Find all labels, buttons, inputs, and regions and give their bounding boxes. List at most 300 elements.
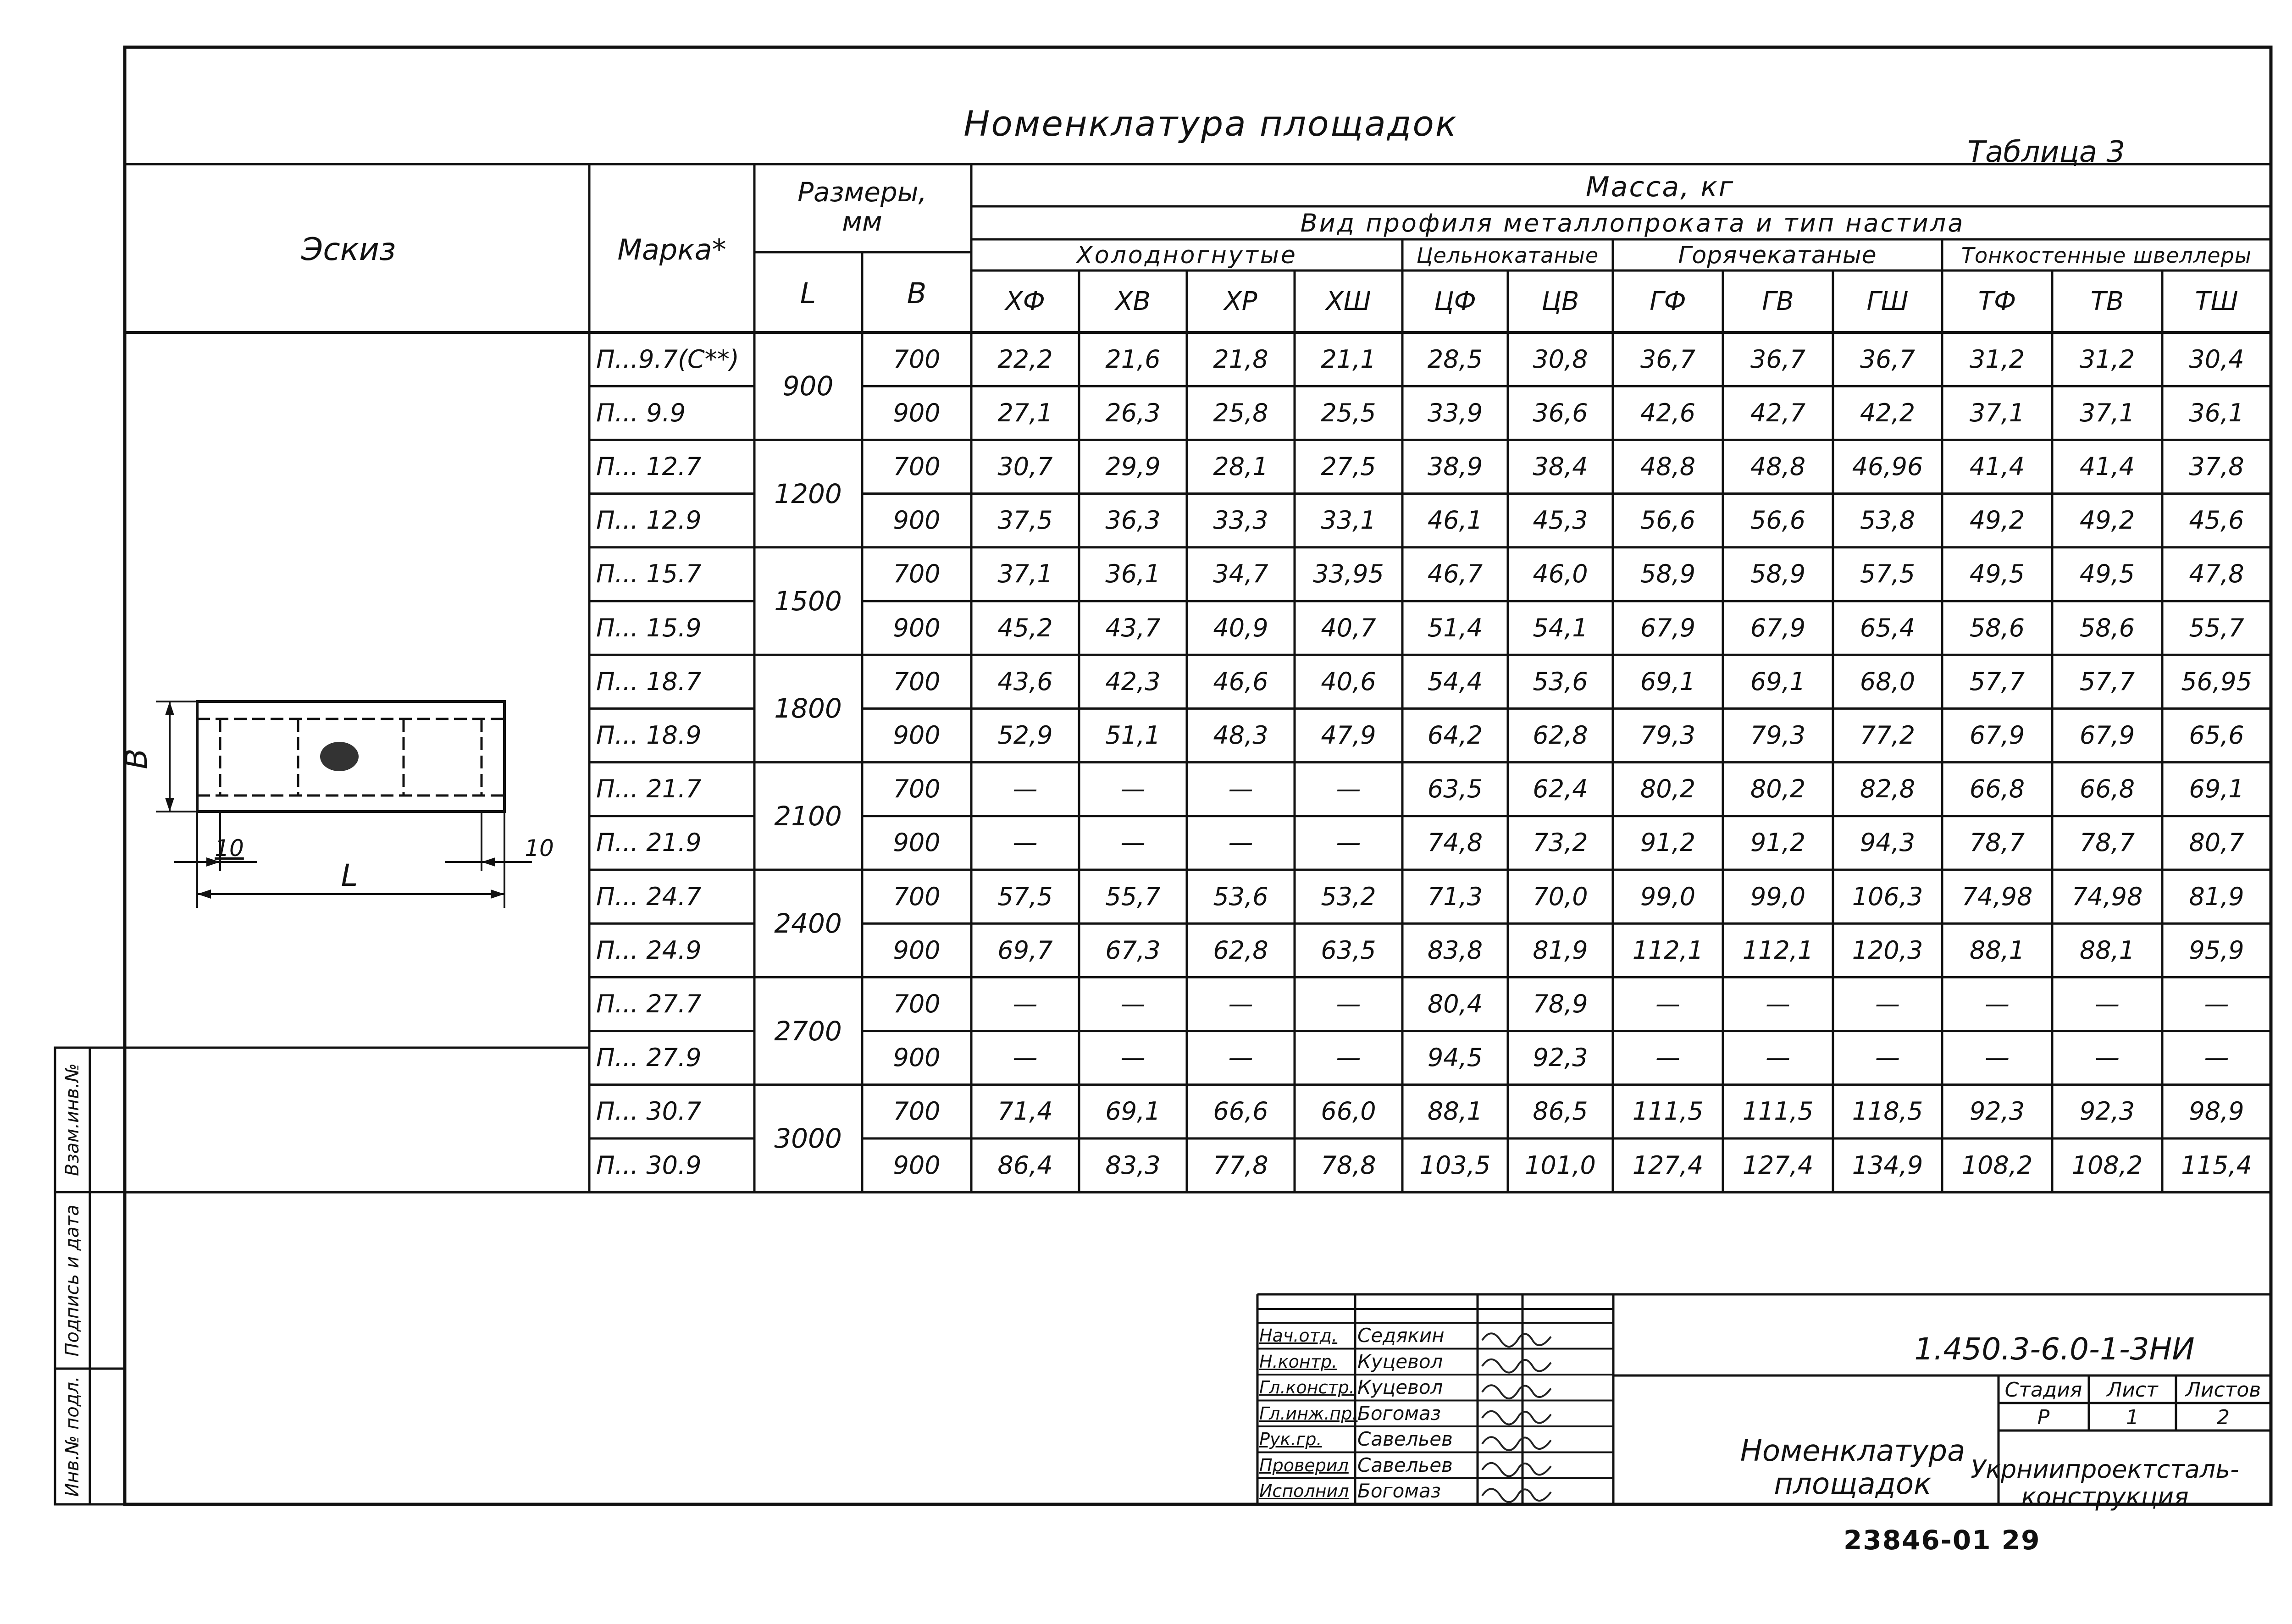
table-cell-mass: 54,1 [1533,613,1588,642]
table-cell-mass: — [2204,989,2229,1018]
table-row-length: 2400 [774,908,842,939]
table-cell-mass: 56,6 [1750,506,1806,535]
table-cell-mass: 103,5 [1419,1150,1491,1180]
table-cell-mass: 111,5 [1632,1097,1704,1126]
table-row-length: 1800 [774,693,842,724]
signer-role: Рук.гр. [1259,1429,1322,1450]
table-cell-mass: 36,1 [2189,398,2244,427]
table-row-width: 700 [893,1097,941,1126]
table-cell-mass: 27,5 [1321,452,1376,481]
table-row-mark: П...9.7(С**) [596,344,739,374]
dimension-arrow [165,702,174,715]
table-cell-mass: — [1228,1043,1253,1072]
table-cell-mass: 36,6 [1533,398,1588,427]
sketch-hatch-mark [320,742,359,771]
table-cell-mass: 48,8 [1750,452,1806,481]
dimension-arrow [165,798,174,812]
table-row-width: 700 [893,559,941,589]
table-row-width: 700 [893,344,941,374]
table-cell-mass: 31,2 [2079,344,2135,374]
table-cell-mass: 92,3 [1969,1097,2025,1126]
table-cell-mass: — [1013,828,1038,857]
table-cell-mass: 30,8 [1533,344,1588,374]
table-cell-mass: 47,9 [1321,721,1376,750]
side-strip-label: Подпись и дата [62,1204,83,1357]
header-dimensions: Размеры, мм [797,177,927,237]
table-cell-mass: 40,6 [1321,667,1376,696]
table-row-length: 1500 [774,586,842,617]
table-cell-mass: 77,8 [1213,1150,1268,1180]
sheet-label: Лист [2107,1378,2158,1402]
table-cell-mass: 66,8 [1969,774,2025,804]
table-cell-mass: 66,6 [1213,1097,1268,1126]
table-row-width: 700 [893,774,941,804]
table-row-length: 1200 [774,478,842,509]
table-cell-mass: 42,2 [1860,398,1916,427]
table-cell-mass: 38,9 [1427,452,1483,481]
dimension-arrow [491,889,504,899]
table-row-mark: П... 15.7 [596,559,702,589]
table-cell-mass: 88,1 [1427,1097,1483,1126]
table-cell-mass: 58,6 [1969,613,2025,642]
table-cell-mass: — [2204,1043,2229,1072]
table-row-mark: П... 21.9 [596,828,702,857]
table-cell-mass: 78,9 [1533,989,1588,1018]
table-cell-mass: 56,6 [1640,506,1696,535]
table-cell-mass: 57,7 [2079,667,2135,696]
sheet-value: 1 [2126,1406,2139,1429]
table-row-mark: П... 21.7 [596,774,702,804]
side-strip-label: Взам.инв.№ [62,1063,83,1177]
table-cell-mass: 21,6 [1105,344,1161,374]
stage-value: Р [2037,1406,2050,1429]
header-dim-B: B [907,276,927,310]
table-row-length: 3000 [774,1123,842,1154]
table-cell-mass: 108,2 [1961,1150,2033,1180]
table-cell-mass: 46,96 [1852,452,1923,481]
table-cell-mass: 62,8 [1213,935,1268,965]
table-cell-mass: 79,3 [1750,721,1806,750]
table-cell-mass: 67,9 [1750,613,1806,642]
table-cell-mass: 37,1 [2079,398,2135,427]
table-cell-mass: 46,6 [1213,667,1268,696]
table-cell-mass: 81,9 [2189,882,2244,911]
table-row-length: 2100 [774,800,842,832]
table-cell-mass: 49,5 [1969,559,2025,589]
sketch-offset-right: 10 [525,835,554,862]
table-row-mark: П... 30.9 [596,1150,702,1180]
table-row-mark: П... 27.9 [596,1043,702,1072]
table-cell-mass: — [1766,989,1790,1018]
signature-scribble [1482,1437,1551,1450]
table-cell-mass: 25,8 [1213,398,1268,427]
table-cell-mass: 83,8 [1427,935,1483,965]
table-cell-mass: 80,4 [1427,989,1483,1018]
table-cell-mass: 120,3 [1852,935,1923,965]
table-cell-mass: 46,7 [1427,559,1483,589]
table-cell-mass: 83,3 [1105,1150,1161,1180]
table-cell-mass: — [1336,989,1361,1018]
table-row-mark: П... 12.7 [596,452,702,481]
table-cell-mass: 38,4 [1533,452,1588,481]
table-row-mark: П... 9.9 [596,398,686,427]
dimension-arrow [482,857,495,867]
table-cell-mass: 55,7 [2189,613,2244,642]
table-cell-mass: 33,1 [1321,506,1376,535]
table-cell-mass: — [1985,989,2010,1018]
table-cell-mass: 70,0 [1533,882,1588,911]
table-cell-mass: 78,8 [1321,1150,1376,1180]
table-cell-mass: 48,8 [1640,452,1696,481]
sketch-offset-left: 10 [215,835,244,862]
table-cell-mass: 43,7 [1105,613,1161,642]
table-cell-mass: 66,8 [2079,774,2135,804]
table-cell-mass: 108,2 [2071,1150,2143,1180]
table-cell-mass: 36,7 [1860,344,1916,374]
table-cell-mass: 86,4 [997,1150,1053,1180]
signer-role: Проверил [1259,1455,1349,1475]
group-header: Холодногнутые [1076,242,1297,269]
table-row-mark: П... 15.9 [596,613,702,642]
stage-label: Стадия [2004,1378,2082,1402]
table-cell-mass: 22,2 [997,344,1053,374]
table-cell-mass: 37,5 [997,506,1053,535]
table-cell-mass: 36,7 [1640,344,1696,374]
table-cell-mass: 80,2 [1640,774,1696,804]
sketch-label-B: B [119,748,154,769]
group-header: Тонкостенные швеллеры [1961,243,2252,268]
table-cell-mass: 58,9 [1640,559,1696,589]
table-row-length: 2700 [774,1015,842,1047]
table-cell-mass: 112,1 [1742,935,1814,965]
table-cell-mass: 29,9 [1105,452,1161,481]
table-cell-mass: 77,2 [1860,721,1916,750]
signer-name: Богомаз [1357,1402,1441,1425]
table-cell-mass: 94,3 [1860,828,1916,857]
table-cell-mass: 81,9 [1533,935,1588,965]
table-cell-mass: 71,4 [997,1097,1053,1126]
signer-name: Куцевол [1357,1376,1443,1399]
table-cell-mass: 62,4 [1533,774,1588,804]
main-title: Номенклатура площадок [963,103,1458,144]
header-mass: Масса, кг [1585,171,1735,203]
sheets-label: Листов [2185,1378,2261,1402]
block-title: Номенклатура площадок [1740,1434,1965,1501]
table-cell-mass: 57,7 [1969,667,2025,696]
header-mark: Марка* [617,233,726,266]
table-cell-mass: 46,0 [1533,559,1588,589]
signer-role: Гл.инж.пр. [1259,1403,1358,1424]
table-cell-mass: — [2095,1043,2120,1072]
table-cell-mass: 28,1 [1213,452,1268,481]
table-cell-mass: 73,2 [1533,828,1588,857]
signature-scribble [1482,1359,1551,1373]
table-cell-mass: 33,3 [1213,506,1268,535]
table-cell-mass: 55,7 [1105,882,1161,911]
sketch-label-L: L [341,858,358,893]
table-cell-mass: 58,9 [1750,559,1806,589]
table-cell-mass: 40,7 [1321,613,1376,642]
table-cell-mass: 64,2 [1427,721,1483,750]
dimension-arrow [197,889,211,899]
table-cell-mass: 67,9 [2079,721,2135,750]
table-cell-mass: 53,8 [1860,506,1916,535]
table-row-width: 900 [893,935,941,965]
table-row-length: 900 [782,370,834,402]
table-cell-mass: 25,5 [1321,398,1376,427]
header-dim-L: L [800,276,816,310]
table-cell-mass: — [1120,774,1146,804]
subcolumn-header: ГВ [1762,287,1794,316]
table-cell-mass: 36,1 [1105,559,1161,589]
table-cell-mass: 74,8 [1427,828,1483,857]
table-cell-mass: — [2095,989,2120,1018]
table-cell-mass: 99,0 [1640,882,1696,911]
table-row-mark: П... 24.9 [596,935,702,965]
table-row-width: 900 [893,1150,941,1180]
table-cell-mass: 53,6 [1213,882,1268,911]
org-name: Укрниипроектсталь-конструкция [1971,1455,2239,1512]
table-cell-mass: 42,3 [1105,667,1161,696]
table-cell-mass: 94,5 [1427,1043,1483,1072]
table-cell-mass: 92,3 [1533,1043,1588,1072]
table-cell-mass: — [1336,774,1361,804]
table-cell-mass: 74,98 [1961,882,2033,911]
signature-scribble [1482,1411,1551,1425]
table-cell-mass: 37,8 [2189,452,2244,481]
signature-scribble [1482,1385,1551,1398]
table-cell-mass: 67,9 [1969,721,2025,750]
table-cell-mass: — [1228,774,1253,804]
table-cell-mass: 88,1 [2079,935,2135,965]
table-cell-mass: 134,9 [1852,1150,1923,1180]
subcolumn-header: ГШ [1866,287,1909,316]
signer-name: Куцевол [1357,1350,1443,1373]
table-row-width: 900 [893,1043,941,1072]
table-cell-mass: 41,4 [1969,452,2025,481]
table-cell-mass: 26,3 [1105,398,1161,427]
table-cell-mass: 36,7 [1750,344,1806,374]
table-cell-mass: 34,7 [1213,559,1268,589]
table-row-width: 700 [893,989,941,1018]
table-cell-mass: 79,3 [1640,721,1696,750]
table-cell-mass: 69,1 [1640,667,1696,696]
table-cell-mass: 91,2 [1640,828,1696,857]
doc-code: 1.450.3-6.0-1-3НИ [1914,1331,2195,1367]
table-cell-mass: — [1228,989,1253,1018]
table-cell-mass: 115,4 [2181,1150,2252,1180]
table-cell-mass: 49,2 [1969,506,2025,535]
table-cell-mass: 71,3 [1427,882,1483,911]
header-profile-type: Вид профиля металлопроката и тип настила [1300,209,1965,238]
table-row-width: 700 [893,667,941,696]
signer-name: Савельев [1357,1453,1453,1476]
table-cell-mass: — [1120,1043,1146,1072]
table-cell-mass: 45,3 [1533,506,1588,535]
header-sketch: Эскиз [301,232,396,268]
group-header: Цельнокатаные [1416,243,1599,268]
table-cell-mass: 78,7 [2079,828,2135,857]
subcolumn-header: ТВ [2090,287,2124,316]
table-cell-mass: 21,1 [1321,344,1376,374]
table-cell-mass: 68,0 [1860,667,1916,696]
table-cell-mass: 66,0 [1321,1097,1376,1126]
table-cell-mass: 36,3 [1105,506,1161,535]
subcolumn-header: ГФ [1650,287,1686,316]
table-cell-mass: 58,6 [2079,613,2135,642]
table-cell-mass: — [1013,989,1038,1018]
table-cell-mass: 111,5 [1742,1097,1814,1126]
table-cell-mass: 45,6 [2189,506,2244,535]
signer-role: Гл.констр. [1259,1377,1355,1398]
sheets-value: 2 [2217,1406,2230,1429]
table-cell-mass: 127,4 [1742,1150,1814,1180]
table-cell-mass: — [1655,989,1680,1018]
table-cell-mass: 31,2 [1969,344,2025,374]
subcolumn-header: ХВ [1115,287,1151,316]
table-cell-mass: 33,9 [1427,398,1483,427]
table-cell-mass: 30,7 [997,452,1053,481]
table-cell-mass: 95,9 [2189,935,2244,965]
table-cell-mass: 78,7 [1969,828,2025,857]
table-cell-mass: 27,1 [997,398,1053,427]
table-cell-mass: 91,2 [1750,828,1806,857]
signature-scribble [1482,1463,1551,1476]
archive-number: 23846-01 29 [1844,1525,2041,1556]
table-cell-mass: 37,1 [997,559,1053,589]
table-cell-mass: 28,5 [1427,344,1483,374]
table-cell-mass: — [1013,1043,1038,1072]
table-row-width: 900 [893,613,941,642]
table-cell-mass: 127,4 [1632,1150,1704,1180]
table-row-mark: П... 12.9 [596,506,702,535]
table-cell-mass: 30,4 [2189,344,2244,374]
table-cell-mass: 42,7 [1750,398,1806,427]
table-cell-mass: 43,6 [997,667,1053,696]
signer-name: Савельев [1357,1428,1453,1451]
table-cell-mass: 57,5 [1860,559,1916,589]
table-cell-mass: — [1875,989,1900,1018]
signer-role: Нач.отд. [1259,1326,1338,1346]
table-row-width: 900 [893,506,941,535]
table-cell-mass: — [1336,828,1361,857]
table-cell-mass: 63,5 [1427,774,1483,804]
table-cell-mass: 45,2 [997,613,1053,642]
table-cell-mass: 21,8 [1213,344,1268,374]
table-cell-mass: — [1228,828,1253,857]
table-cell-mass: 52,9 [997,721,1053,750]
table-cell-mass: 106,3 [1852,882,1923,911]
table-row-mark: П... 18.9 [596,721,702,750]
table-cell-mass: 56,95 [2181,667,2252,696]
table-cell-mass: 47,8 [2189,559,2244,589]
table-row-mark: П... 27.7 [596,989,702,1018]
table-cell-mass: 65,4 [1860,613,1916,642]
side-strip-label: Инв.№ подл. [62,1376,83,1497]
table-cell-mass: 65,6 [2189,721,2244,750]
table-cell-mass: — [1120,989,1146,1018]
table-cell-mass: 69,1 [1105,1097,1161,1126]
table-cell-mass: 98,9 [2189,1097,2244,1126]
table-cell-mass: 118,5 [1852,1097,1923,1126]
subcolumn-header: ХШ [1326,287,1371,316]
table-cell-mass: 69,7 [997,935,1053,965]
subcolumn-header: ЦВ [1541,287,1579,316]
table-cell-mass: 53,2 [1321,882,1376,911]
table-cell-mass: 86,5 [1533,1097,1588,1126]
table-cell-mass: — [1655,1043,1680,1072]
table-cell-mass: 49,5 [2079,559,2135,589]
table-cell-mass: 99,0 [1750,882,1806,911]
table-cell-mass: 51,1 [1105,721,1161,750]
table-cell-mass: 40,9 [1213,613,1268,642]
table-cell-mass: — [1336,1043,1361,1072]
table-cell-mass: 42,6 [1640,398,1696,427]
table-cell-mass: 33,95 [1313,559,1384,589]
table-cell-mass: 112,1 [1632,935,1704,965]
table-cell-mass: 41,4 [2079,452,2135,481]
signer-name: Богомаз [1357,1480,1441,1502]
signer-role: Н.контр. [1259,1351,1338,1372]
signer-name: Седякин [1357,1324,1445,1347]
table-row-width: 900 [893,828,941,857]
table-cell-mass: 51,4 [1427,613,1483,642]
signature-scribble [1482,1333,1551,1347]
subcolumn-header: ТФ [1978,287,2016,316]
table-row-width: 900 [893,398,941,427]
table-cell-mass: 80,2 [1750,774,1806,804]
table-cell-mass: — [1985,1043,2010,1072]
table-row-width: 700 [893,452,941,481]
signature-scribble [1482,1489,1551,1502]
table-label: Таблица 3 [1967,135,2126,169]
table-cell-mass: — [1120,828,1146,857]
table-row-mark: П... 30.7 [596,1097,702,1126]
table-cell-mass: 49,2 [2079,506,2135,535]
table-cell-mass: 63,5 [1321,935,1376,965]
subcolumn-header: ХР [1224,287,1257,316]
table-cell-mass: — [1013,774,1038,804]
table-cell-mass: — [1766,1043,1790,1072]
table-cell-mass: 53,6 [1533,667,1588,696]
table-cell-mass: 46,1 [1427,506,1483,535]
table-cell-mass: 88,1 [1969,935,2025,965]
table-cell-mass: — [1875,1043,1900,1072]
subcolumn-header: ТШ [2195,287,2238,316]
table-cell-mass: 101,0 [1525,1150,1596,1180]
table-row-mark: П... 24.7 [596,882,702,911]
subcolumn-header: ХФ [1005,287,1045,316]
table-cell-mass: 69,1 [1750,667,1806,696]
table-cell-mass: 54,4 [1427,667,1483,696]
table-cell-mass: 67,9 [1640,613,1696,642]
table-cell-mass: 74,98 [2071,882,2143,911]
table-row-mark: П... 18.7 [596,667,702,696]
table-cell-mass: 80,7 [2189,828,2244,857]
signer-role: Исполнил [1259,1481,1349,1502]
subcolumn-header: ЦФ [1434,287,1476,316]
table-cell-mass: 82,8 [1860,774,1916,804]
table-cell-mass: 48,3 [1213,721,1268,750]
table-cell-mass: 57,5 [997,882,1053,911]
table-cell-mass: 37,1 [1969,398,2025,427]
table-row-width: 900 [893,721,941,750]
group-header: Горячекатаные [1678,242,1877,269]
table-cell-mass: 92,3 [2079,1097,2135,1126]
table-cell-mass: 62,8 [1533,721,1588,750]
table-cell-mass: 67,3 [1105,935,1161,965]
table-cell-mass: 69,1 [2189,774,2244,804]
